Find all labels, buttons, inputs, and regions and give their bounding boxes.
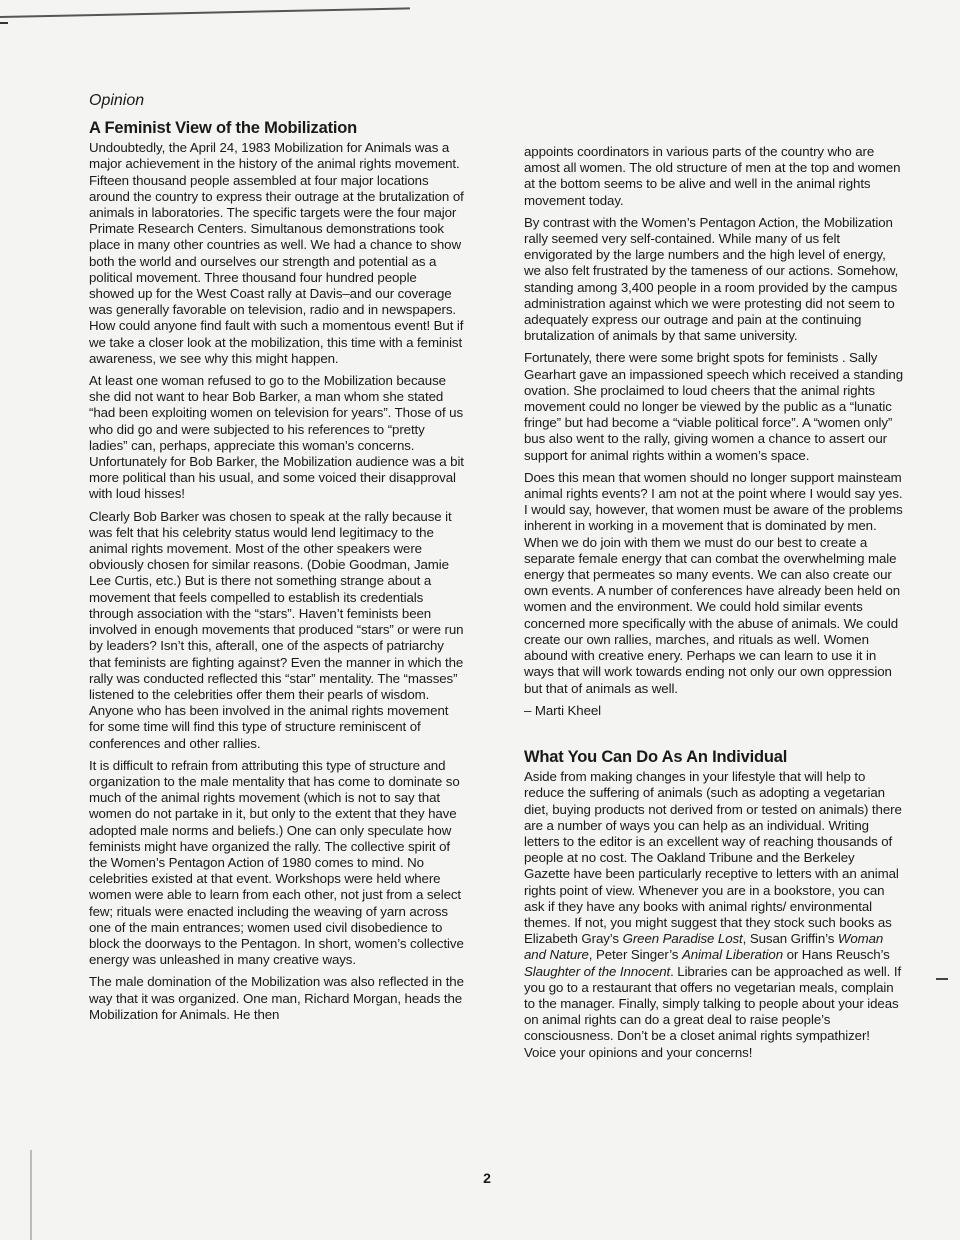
scan-artifact-mark (936, 978, 948, 980)
article-paragraph: Fortunately, there were some bright spots for feminists . Sally Gearhart gave an impassioned speech which received a standing ovation. She proclaimed to loud cheers that the animal rights movement could no longer be viewed by the public as a “lunatic fringe” but had become a “viable political force”. A “women only” bus also went to the rally, giving women a chance to assert our support for animal rights within a women’s space. (524, 350, 904, 463)
book-title: Green Paradise Lost (622, 931, 743, 947)
text-run: . Libraries can be approached as well. If you go to a restaurant that offers no vegetarian meals, complain to the manager. Finally, simply talking to people about your ideas on animal rights can do a great deal to raise people’s consciousness. Don’t be a closet animal rights sympathizer! Voice your opinions and your concerns! (524, 963, 902, 1060)
text-run: , Peter Singer’s (588, 947, 682, 963)
article-paragraph: At least one woman refused to go to the Mobilization because she did not want to hear Bob Barker, a man whom she stated “had been exploiting women on television for years”. Those of us who did go and were subjected to his references to “pretty ladies” can, perhaps, appreciate this woman’s concerns. Unfortunately for Bob Barker, the Mobilization audience was a bit more political than his usual, and some voiced their disapproval with loud hisses! (89, 373, 464, 502)
scan-artifact-tick (0, 22, 8, 24)
article-paragraph: By contrast with the Women’s Pentagon Action, the Mobilization rally seemed very self-contained. While many of us felt envigorated by the large numbers and the high level of energy, we also felt frustrated by the tameness of our actions. Somehow, standing among 3,400 people in a room provided by the campus administration against which we were protesting did not seem to adequately express our outrage and pain at the continuing brutalization of animals by that same university. (524, 214, 899, 344)
book-title: Woman and Nature (524, 931, 884, 963)
article-paragraph: Undoubtedly, the April 24, 1983 Mobilization for Animals was a major achievement in the history of the animal rights movement. Fifteen thousand people assembled at four major locations around the country to express their outrage at the brutalization of animals in laboratories. The specific targets were the four major Primate Research Centers. Simultanous demonstrations took place in many other countries as well. We had a chance to show both the world and ourselves our strength and potential as a political movement. Three thousand four hundred people showed up for the West Coast rally at Davis–and our coverage was generally favorable on television, radio and in newspapers. How could anyone find fault with such a momentous event! But if we take a closer look at the mobilization, this time with a feminist awareness, we see why this might happen. (89, 140, 464, 366)
article-paragraph: The male domination of the Mobilization was also reflected in the way that it was organized. One man, Richard Morgan, heads the Mobilization for Animals. He then (89, 974, 464, 1022)
article-paragraph: Does this mean that women should no longer support mainsteam animal rights events? I am not at the point where I would say yes. I would say, however, that women must be aware of the problems inherent in working in a movement that is dominated by men. When we do join with them we must do our best to create a separate female energy that can combat the overwhelming male energy that permeates so many events. We can also create our own events. A number of conferences have already been held on women and the environment. We could hold similar events concerned more specifically with the abuse of animals. We could create our own rallies, marches, and rituals as well. Women abound with creative enery. Perhaps we can learn to use it in ways that will work towards ending not only our own oppression but that of animals as well. (524, 469, 903, 696)
page-number: 2 (483, 1170, 491, 1186)
scan-artifact-edge (30, 1150, 32, 1240)
author-signature: – Marti Kheel (524, 702, 602, 718)
article-title: A Feminist View of the Mobilization (89, 119, 358, 137)
text-run: or Hans Reusch’s (783, 947, 890, 963)
book-title: Animal Liberation (681, 947, 783, 963)
book-title: Slaughter of the Innocent (524, 963, 671, 979)
text-run: , Susan Griffin’s (742, 931, 838, 947)
article-paragraph (524, 769, 904, 1061)
article-title: What You Can Do As An Individual (524, 747, 788, 766)
article-paragraph: Clearly Bob Barker was chosen to speak at the rally because it was felt that his celebrity status would lend legitimacy to the animal rights movement. Most of the other speakers were obviously chosen for similar reasons. (Dobie Goodman, Jamie Lee Curtis, etc.) But is there not something strange about a movement that feels compelled to establish its credentials through association with the “stars”. Haven’t feminists been involved in enough movements that produced “stars” or were run by leaders? Isn’t this, afterall, one of the aspects of patriarchy that feminists are fighting against? Even the manner in which the rally was conducted reflected this “star” mentality. The “masses” listened to the celebrities offer them their pearls of wisdom. Anyone who has been involved in the animal rights movement for some time will find this type of structure reminiscent of conferences and other rallies. (89, 508, 464, 751)
section-label: Opinion (89, 92, 145, 109)
article-paragraph: appoints coordinators in various parts of the country who are amost all women. The old structure of men at the top and women at the bottom seems to be alive and well in the animal rights movement today. (524, 144, 901, 208)
scan-artifact-line (0, 7, 410, 18)
text-run: Aside from making changes in your lifestyle that will help to reduce the suffering of animals (such as adopting a vegetarian diet, buying products not derived from or tested on animals) there are a number of ways you can help as an individual. Writing letters to the editor is an excellent way of reaching thousands of people at no cost. The Oakland Tribune and the Berkeley Gazette have been particularly receptive to letters with an animal rights point of view. Whenever you are in a bookstore, you can ask if they have any books with animal rights/ environmental themes. If not, you might suggest that they stock such books as Elizabeth Gray’s (524, 769, 902, 947)
article-paragraph: It is difficult to refrain from attributing this type of structure and organization to the male mentality that has come to dominate so much of the animal rights movement (which is not to say that women do not partake in it, but only to the extent that they have adopted male norms and beliefs.) One can only speculate how feminists might have organized the rally. The collective spirit of the Women’s Pentagon Action of 1980 comes to mind. No celebrities existed at that event. Workshops were held where women were able to learn from each other, not just from a select few; rituals were enacted including the weaving of yarn across one of the main entrances; women used civil disobedience to block the doorways to the Pentagon. In short, women’s collective energy was unleashed in many creative ways. (89, 757, 464, 968)
right-column (524, 144, 904, 1067)
left-column (89, 120, 465, 1029)
